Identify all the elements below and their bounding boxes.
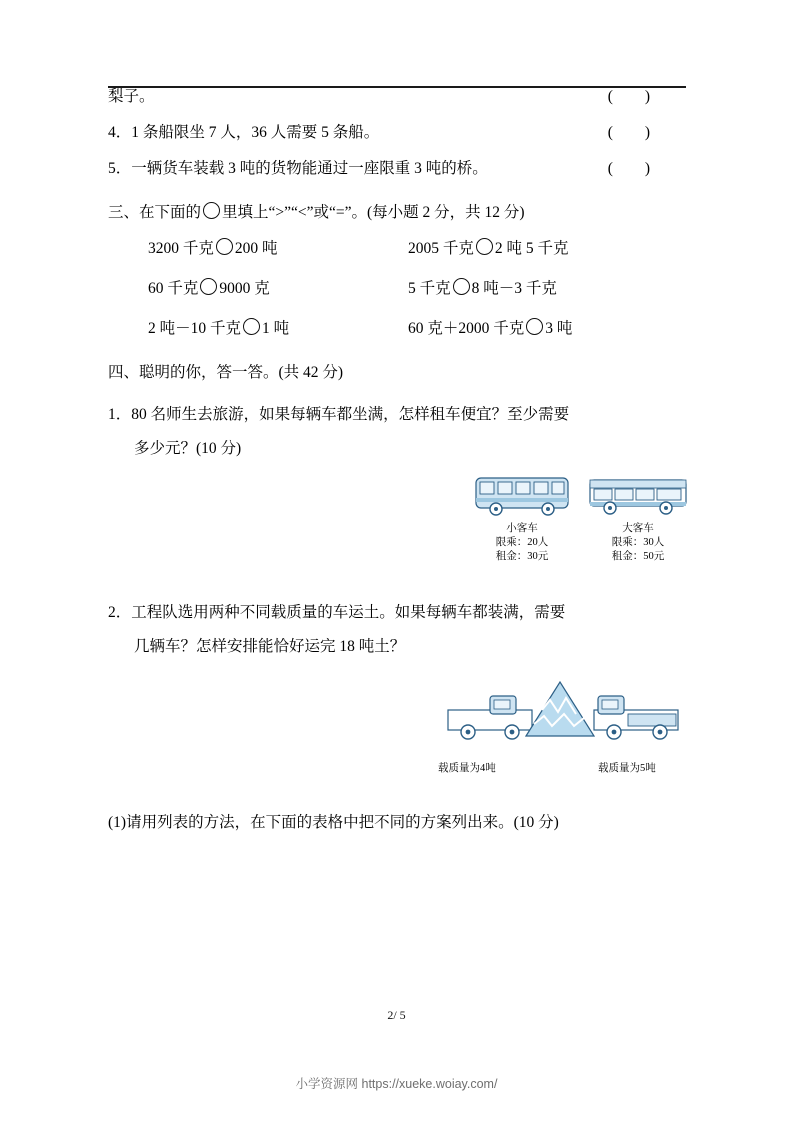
- small-bus-group: [470, 470, 574, 564]
- circle-icon[interactable]: [453, 278, 470, 295]
- big-bus-name: 大客车: [622, 523, 654, 534]
- cmp-right-b: 2 吨 5 千克: [494, 240, 569, 257]
- question-2-line-1: 2．工程队选用两种不同载质量的车运土。如果每辆车都装满，需要: [108, 604, 566, 621]
- judge-item-5-text: 5．一辆货车装载 3 吨的货物能通过一座限重 3 吨的桥。: [108, 160, 488, 177]
- cmp-left-b: 200 吨: [234, 240, 278, 257]
- comparison-row: [148, 278, 668, 300]
- truck-left-label: 载质量为4吨: [438, 763, 496, 774]
- judge-item-3-marks: ( ): [607, 88, 664, 105]
- circle-icon[interactable]: [243, 318, 260, 335]
- comparison-cell: [408, 278, 668, 300]
- cmp-left-a: 2 吨－10 千克: [148, 320, 242, 337]
- circle-icon[interactable]: [476, 238, 493, 255]
- big-bus-limit: 限乘：30人: [611, 537, 665, 548]
- truck-figure: [108, 670, 686, 790]
- watermark: 小学资源网 https://xueke.woiay.com/: [295, 1077, 498, 1091]
- small-bus-fee: 租金：30元: [495, 551, 549, 562]
- comparison-cell: [148, 318, 408, 340]
- bus-figure: [108, 470, 686, 582]
- big-bus-fee: 租金：50元: [611, 551, 665, 562]
- page-content: [108, 86, 686, 840]
- judge-item-3-text: 梨子。: [108, 88, 155, 105]
- cmp-left-b: 1 吨: [262, 320, 290, 337]
- cmp-left-a: 60 千克: [148, 280, 199, 297]
- comparison-cell: [148, 238, 408, 260]
- cmp-right-b: 8 吨－3 千克: [471, 280, 557, 297]
- comparison-cell: [408, 318, 668, 340]
- small-bus-limit: 限乘：20人: [495, 537, 549, 548]
- big-bus-group: [586, 470, 690, 564]
- circle-icon[interactable]: [216, 238, 233, 255]
- cmp-right-a: 2005 千克: [408, 240, 474, 257]
- question-2-line-2: 几辆车？怎样安排能恰好运完 18 吨土？: [134, 638, 406, 655]
- circle-icon[interactable]: [526, 318, 543, 335]
- cmp-right-b: 3 吨: [545, 320, 573, 337]
- comparison-cell: [408, 238, 668, 260]
- judge-item-5-marks: ( ): [607, 160, 664, 177]
- comparison-row: [148, 318, 668, 340]
- comparison-grid: [148, 238, 668, 340]
- big-bus-icon: [586, 470, 690, 520]
- judge-item-3: [108, 86, 686, 108]
- cmp-left-b: 9000 克: [219, 280, 270, 297]
- cmp-left-a: 3200 千克: [148, 240, 214, 257]
- cmp-right-a: 60 克＋2000 千克: [408, 320, 525, 337]
- section-3-heading-part-a: 三、在下面的: [108, 204, 202, 221]
- truck-right-label: 载质量为5吨: [598, 763, 656, 774]
- judge-item-4-marks: ( ): [607, 124, 664, 141]
- circle-icon[interactable]: [200, 278, 217, 295]
- comparison-row: [148, 238, 668, 260]
- page-number: 2/ 5: [387, 1008, 406, 1022]
- question-2: [108, 596, 686, 664]
- section-3-heading: [108, 202, 686, 224]
- question-1: [108, 398, 686, 466]
- judge-item-4-text: 4．1 条船限坐 7 人，36 人需要 5 条船。: [108, 124, 380, 141]
- truck-scene-icon: [438, 670, 688, 767]
- small-bus-icon: [470, 470, 574, 520]
- judge-item-5: [108, 158, 686, 180]
- comparison-cell: [148, 278, 408, 300]
- question-1-line-2: 多少元？(10 分): [134, 440, 242, 457]
- cmp-right-a: 5 千克: [408, 280, 451, 297]
- section-4-heading: 四、聪明的你，答一答。(共 42 分): [108, 364, 344, 381]
- judge-item-4: [108, 122, 686, 144]
- question-1-line-1: 1．80 名师生去旅游，如果每辆车都坐满，怎样租车便宜？至少需要: [108, 406, 570, 423]
- question-2-sub-1: (1)请用列表的方法，在下面的表格中把不同的方案列出来。(10 分): [108, 814, 559, 831]
- circle-icon: [203, 202, 220, 219]
- small-bus-name: 小客车: [506, 523, 538, 534]
- section-3-heading-part-b: 里填上“>”“<”或“=”。(每小题 2 分，共 12 分): [222, 204, 525, 221]
